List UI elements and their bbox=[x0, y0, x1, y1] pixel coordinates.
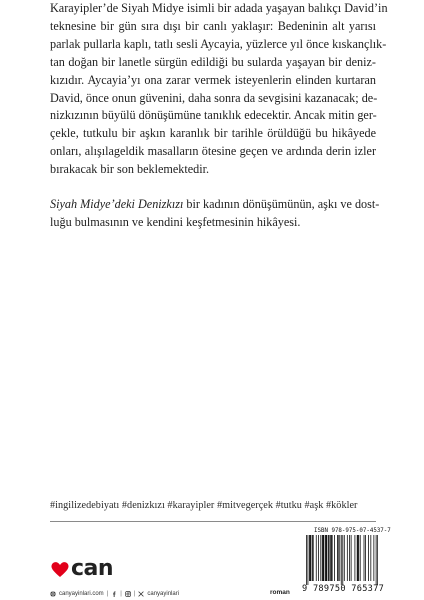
barcode-bar bbox=[326, 535, 327, 581]
genre-label: roman bbox=[270, 589, 290, 596]
barcode-bar bbox=[344, 535, 345, 581]
heart-logo-icon bbox=[50, 559, 70, 579]
globe-icon bbox=[50, 591, 56, 597]
barcode-bar bbox=[341, 535, 342, 585]
barcode-bar bbox=[332, 535, 333, 581]
blurb-text: bir kadının dönüşümünün, aşkı ve dost- bbox=[183, 197, 380, 212]
barcode-bar bbox=[312, 535, 313, 581]
publisher-logo bbox=[50, 555, 113, 583]
publisher-logo-text: can bbox=[71, 556, 114, 581]
barcode-bar bbox=[339, 535, 340, 581]
publisher-footer bbox=[50, 591, 179, 597]
barcode-bar bbox=[360, 535, 361, 581]
barcode-bar bbox=[331, 535, 332, 581]
barcode-bar bbox=[323, 535, 324, 581]
barcode-bar bbox=[320, 535, 321, 581]
book-title-italic: Siyah Midye’deki Denizkızı bbox=[50, 197, 184, 212]
barcode-bar bbox=[349, 535, 350, 581]
barcode-bar bbox=[337, 535, 338, 581]
barcode-bar bbox=[347, 535, 348, 581]
x-icon[interactable] bbox=[138, 591, 144, 597]
barcode-bar bbox=[358, 535, 359, 581]
barcode-bar bbox=[355, 535, 356, 581]
barcode-bar bbox=[376, 535, 377, 585]
barcode bbox=[306, 535, 378, 585]
barcode-bar bbox=[342, 535, 343, 585]
blurb-line: çekle, tutkulu bir aşkın karanlık bir tarihle örüldüğü bu hikâyede bbox=[50, 126, 376, 141]
separator: | bbox=[120, 591, 122, 597]
barcode-bar bbox=[310, 535, 311, 581]
barcode-bar bbox=[358, 535, 359, 581]
blurb-line: kızıdır. Aycayia’yı ona zarar vermek isteyenlerin elinden kurtaran bbox=[50, 72, 376, 87]
isbn-label: ISBN 978-975-07-4537-7 bbox=[314, 528, 391, 534]
separator: | bbox=[133, 591, 136, 597]
blurb-line: tan doğan bir lanetle sürgün edildiği bu sularda yaşayan bir deniz- bbox=[50, 54, 376, 69]
facebook-icon[interactable] bbox=[111, 591, 117, 597]
barcode-bar bbox=[328, 535, 329, 581]
blurb-line: onları, alışılageldik masalların ötesine geçen ve ardında derin izler bbox=[50, 144, 376, 159]
barcode-bar bbox=[325, 535, 326, 581]
barcode-bar bbox=[322, 535, 323, 581]
barcode-bar bbox=[364, 535, 365, 581]
barcode-bar bbox=[309, 535, 310, 581]
isbn-digits: 9 789750 765377 bbox=[302, 584, 385, 594]
blurb-line: David, önce onun güvenini, daha sonra da sevgisini kazanacak; de- bbox=[50, 90, 378, 105]
barcode-bar bbox=[368, 535, 369, 581]
blurb-line: Karayipler’de Siyah Midye isimli bir adada yaşayan balıkçı David’in bbox=[50, 1, 388, 15]
barcode-bar bbox=[323, 535, 324, 581]
barcode-bar bbox=[329, 535, 330, 581]
barcode-bar bbox=[377, 535, 378, 585]
divider bbox=[50, 521, 376, 522]
barcode-bar bbox=[330, 535, 331, 581]
barcode-bar bbox=[313, 535, 314, 581]
blurb-line: luğu bulmasının ve kendini keşfetmesinin hikâyesi. bbox=[50, 214, 301, 229]
barcode-bar bbox=[365, 535, 366, 581]
blurb-line: nizkızının büyülü dönüşümüne tanıklık edecektir. Ancak mitin ger- bbox=[50, 108, 377, 123]
barcode-bar bbox=[318, 535, 319, 581]
barcode-bar bbox=[338, 535, 339, 581]
blurb-line: bırakacak bir son beklemektedir. bbox=[50, 162, 210, 177]
publisher-website[interactable]: canyayinlari.com bbox=[59, 591, 104, 597]
barcode-bar bbox=[306, 535, 307, 585]
barcode-bar bbox=[357, 535, 358, 581]
barcode-bar bbox=[370, 535, 371, 581]
separator: | bbox=[106, 591, 109, 597]
barcode-bar bbox=[311, 535, 312, 581]
hashtags: #ingilizedebiyatı #denizkızı #karayipler #mitvegerçek #tutku #aşk #kökler bbox=[50, 500, 358, 511]
book-blurb bbox=[50, 0, 388, 232]
barcode-bar bbox=[351, 535, 352, 581]
blurb-line bbox=[50, 196, 380, 214]
blurb-paragraph-2 bbox=[50, 196, 380, 232]
barcode-bar bbox=[373, 535, 374, 581]
barcode-bar bbox=[316, 535, 317, 581]
instagram-icon[interactable] bbox=[125, 591, 131, 597]
blurb-line: teknesine bir gün sıra dışı bir canlı yaklaşır: Bedeninin alt yarısı bbox=[50, 18, 376, 33]
barcode-bar bbox=[326, 535, 327, 581]
blurb-paragraph-1 bbox=[50, 0, 388, 179]
barcode-bar bbox=[334, 535, 335, 581]
blurb-line: parlak pullarla kaplı, tatlı sesli Aycayia, yüzlerce yıl önce kıskançlık- bbox=[50, 36, 387, 51]
barcode-bar bbox=[308, 535, 309, 585]
publisher-social-handle[interactable]: canyayinlari bbox=[147, 591, 180, 597]
